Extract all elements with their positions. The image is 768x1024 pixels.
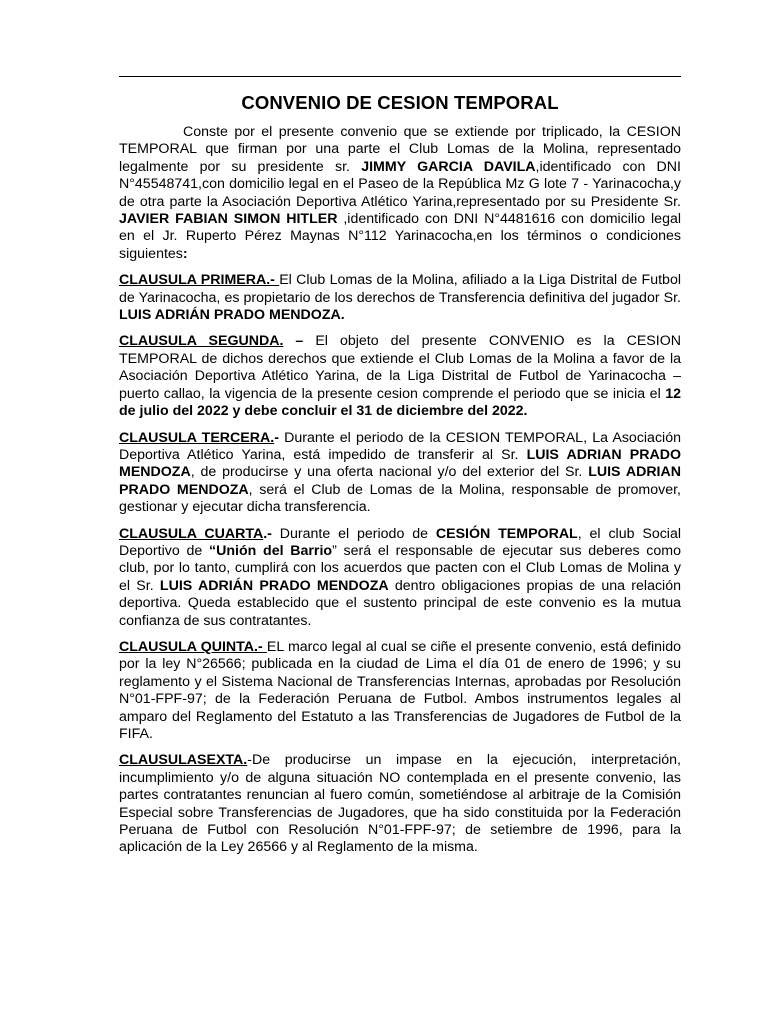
club-name: “Unión del Barrio [209,542,333,559]
clausula-segunda [119,333,681,420]
clausula-sexta-text: -De producirse un impase en la ejecución, interpretación, incumplimiento y/o de alguna situación NO contemplada en el presente convenio, las partes contratantes renuncian al fuero común, sometiéndose al arbitraje de la Comisión Especial sobre Transferencias de Jugadores, que ha sido constituida por la Federación Peruana de Futbol con Resolución N°01-FPF-97; de setiembre de 1996, para la aplicación de la Ley 26566 y al Reglamento de la misma. [119,752,681,856]
president-name: JIMMY GARCIA DAVILA [361,158,536,175]
clausula-tercera-text-3: , será el Club de Lomas de la Molina, responsable de promover, gestionar y ejecutar dicha transferencia. [119,481,681,516]
clausula-tercera-dash: - [274,429,279,446]
player-name: LUIS ADRIÁN PRADO MENDOZA. [119,307,345,324]
clausula-quinta [119,639,681,743]
intro-text-3: ,identificado con DNI N°4481616 con domicilio legal en el Jr. Ruperto Pérez Maynas N°112 Yarinacocha,en los términos o condiciones siguientes [119,211,682,262]
clausula-cuarta-text-3: ” será el responsable de ejecutar sus deberes como club, por lo tanto, cumplirá con los acuerdos que pacten con el Club Lomas de Molina y el Sr. [119,542,681,594]
clausula-segunda-text: El objeto del presente CONVENIO es la CESION TEMPORAL de dichos derechos que extiende el Club Lomas de la Molina a favor de la Asociación Deportiva Atlético Yarina, de la Liga Distrital de Futbol de Yarinacocha – puerto callao, la vigencia de la presente cesion comprende el periodo que se inicia el [119,333,681,402]
clausula-sexta [119,752,681,856]
vigencia-period: 12 de julio del 2022 y debe concluir el 31 de diciembre del 2022. [119,385,681,420]
clausula-cuarta-text-4: dentro obligaciones propias de una relación deportiva. Queda establecido que el sustento principal de este convenio es la mutua confianza de sus contratantes. [119,577,681,629]
document-title: CONVENIO DE CESION TEMPORAL [241,92,559,113]
player-name-2: LUIS ADRIAN PRADO MENDOZA [119,464,681,498]
clausula-cuarta-text-2: , el club Social Deportivo de [119,525,681,559]
clausula-cuarta [119,526,681,630]
clausula-primera [119,272,681,324]
header-rule [119,76,681,77]
clausula-quinta-heading: CLAUSULA QUINTA.- [119,638,267,655]
clausula-tercera-heading: CLAUSULA TERCERA. [119,429,275,446]
clausula-tercera-text-2: , de producirse y una oferta nacional y/o del exterior del Sr. [190,464,589,481]
intro-text-2: ,identificado con DNI N°45548741,con domicilio legal en el Paseo de la República Mz G lote 7 - Yarinacocha,y de otra parte la Asociación Deportiva Atlético Yarina,representado por su Presidente Sr. [119,158,681,210]
clausula-quinta-text: EL marco legal al cual se ciñe el presente convenio, está definido por la ley N°26566; publicada en la ciudad de Lima el día 01 de enero de 1996; y su reglamento y el Sistema Nacional de Transferencias Internas, aprobadas por Resolución N°01-FPF-97; de la Federación Peruana de Futbol. Ambos instrumentos legales al amparo del Reglamento del Estatuto a las Transferencias de Jugadores de Futbol de la FIFA. [119,638,681,742]
clausula-cuarta-text-1: Durante el periodo de [271,525,436,542]
clausula-tercera-text-1: Durante el periodo de la CESION TEMPORAL, La Asociación Deportiva Atlético Yarina, está impedido de transferir al Sr. [119,429,681,463]
clausula-cuarta-heading: CLAUSULA CUARTA [119,525,264,542]
clausula-primera-heading: CLAUSULA PRIMERA.- [119,272,280,289]
clausula-segunda-dash: – [283,333,316,350]
document-page [119,76,681,866]
clausula-cuarta-dash: .- [263,525,272,542]
clausula-segunda-heading: CLAUSULA SEGUNDA. [119,333,284,350]
association-president-name: JAVIER FABIAN SIMON HITLER [119,211,338,228]
intro-text-1: Conste por el presente convenio que se extiende por triplicado, la CESION TEMPORAL que firman por una parte el Club Lomas de la Molina, representado legalmente por su presidente sr. [119,124,681,175]
intro-colon: : [182,245,188,262]
intro-paragraph [119,124,681,263]
clausula-tercera [119,430,681,517]
player-name-1: LUIS ADRIAN PRADO MENDOZA [119,446,681,481]
cesion-temporal-term: CESIÓN TEMPORAL [435,525,578,542]
player-name-3: LUIS ADRIÁN PRADO MENDOZA [159,577,389,594]
clausula-primera-text: El Club Lomas de la Molina, afiliado a la Liga Distrital de Futbol de Yarinacocha, es propietario de los derechos de Transferencia definitiva del jugador Sr. [119,272,681,306]
clausula-sexta-heading: CLAUSULASEXTA. [119,752,248,769]
